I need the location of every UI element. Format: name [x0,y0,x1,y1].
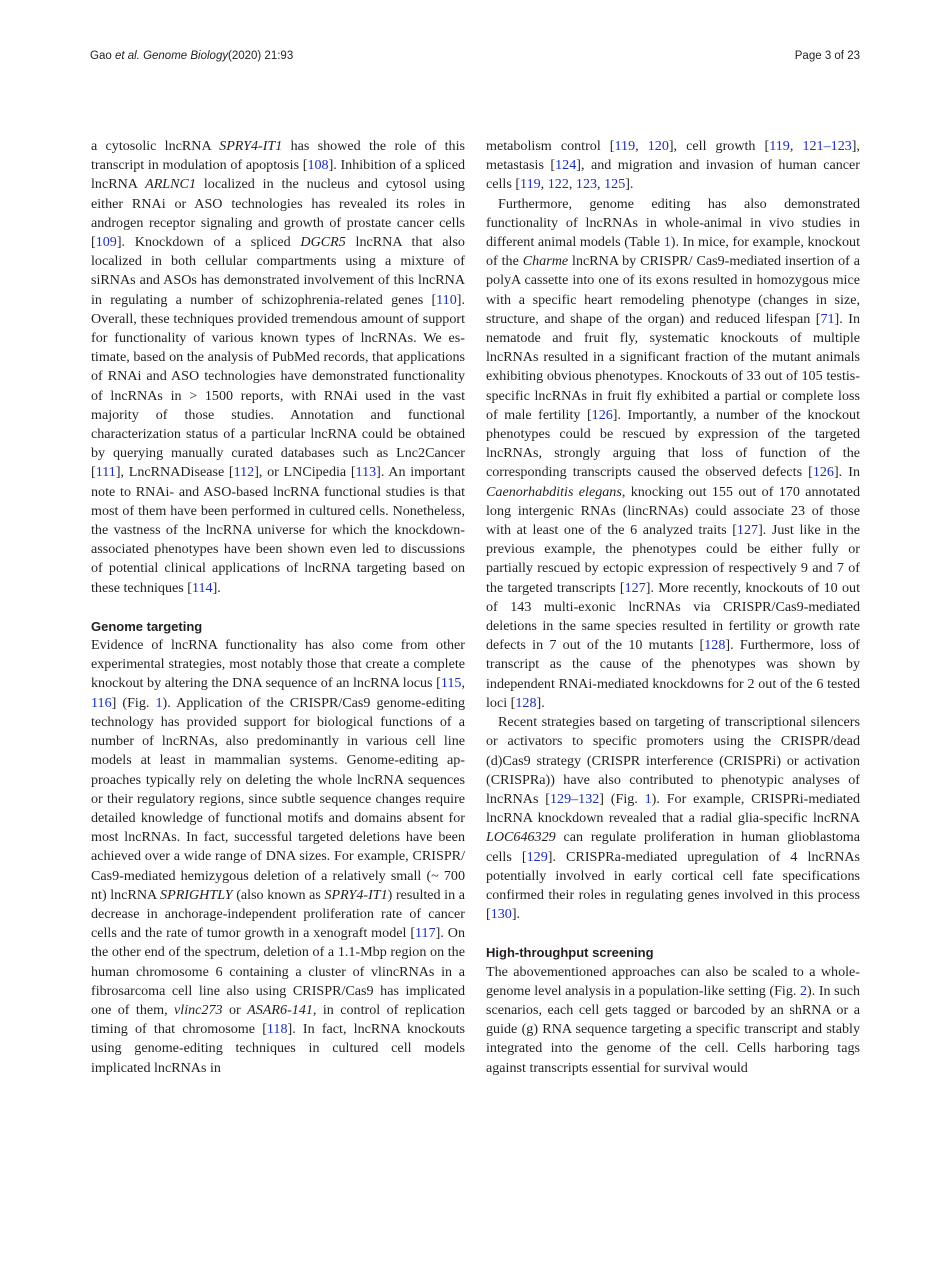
reference-link[interactable]: 128 [704,637,726,654]
left-column [91,137,465,1078]
reference-link[interactable]: 121–123 [802,138,852,154]
reference-link[interactable]: 117 [415,925,436,942]
paragraph: Evidence of lncRNA functionality has also come from other experimental strategies, most notably those that create a complete knockout by altering the DNA sequence of an lncRNA locus [115, 116] (Fig. 1). Application of the CRISPR/Cas9 genome-editing technology has provided support for biological functions of a number of lncRNAs, also predominantly in various cell line models at least in mammalian systems. Genome-editing approaches typically rely on deleting the whole lncRNA sequences or their regulatory regions, since subtle sequence changes require detailed knowledge of functional motifs and domains absent for most lncRNAs. In fact, successful targeted deletions have been achieved over a wide range of DNA sizes. For example, CRISPR/ Cas9-mediated hemizygous deletion of a relatively small (~ 700 nt) lncRNA SPRIGHTLY (also known as SPRY4-IT1) resulted in a decrease in anchorage-independent proliferation rate of cancer cells and the rate of tumor growth in a xenograft model [117]. On the other end of the spectrum, deletion of a 1.1-Mbp region on the human chromosome 6 containing a cluster of vlincRNAs in a fibrosarcoma cell line also using CRISPR/Cas9 has implicated one of them, vlinc273 or ASAR6-141, in control of replication timing of that chromosome [118]. In fact, lncRNA knockouts using genome-editing techniques in cultured cell models implicated lncRNAs in [91,637,465,1076]
page-number: Page 3 of 23 [794,50,860,62]
paragraph: a cytosolic lncRNA SPRY4-IT1 has showed the role of this transcript in modulation of apoptosis [108]. Inhibition of a spliced lncRNA ARLNC1 localized in the nucleus and cytosol using either RNAi or ASO technologies has revealed its roles in androgen receptor signaling and growth of prostate cancer cells [109]. Knockdown of a spliced DGCR5 lncRNA that also localized in both cellular compartments using a mixture of siRNAs and ASOs has demonstrated involvement of this lncRNA in regulating a number of schizophrenia-related genes [110]. Overall, these techniques provided tremendous amount of support for functionality of various known types of lncRNAs. We estimate, based on the analysis of PubMed records, that applications of RNAi and ASO technologies have demonstrated functionality of lncRNAs in > 1500 reports, with RNAi used in the vast majority of those studies. Annotation and functional characterization status of a particular lncRNA could be obtained by querying manually curated databases such as Lnc2Cancer [111], LncRNADisease [112], or LNCipedia [113]. An important note to RNAi- and ASO-based lncRNA functional studies is that most of them have been performed in cultured cells. Nonetheless, the vastness of the lncRNA universe for which the knockdown-associated phenotypes have been shown even led to discussions of potential clinical applications of lncRNA targeting based on these techniques [114]. [91,138,465,596]
italic-term: LOC646329 [486,829,556,846]
reference-link[interactable]: 113 [355,464,377,481]
section-heading-high-throughput-screening: High-throughput screening [486,945,654,961]
reference-link[interactable]: 118 [266,1021,288,1038]
journal-name: Gao et al. Genome Biology [90,50,229,62]
reference-link[interactable]: 130 [490,906,512,923]
reference-link[interactable]: 108 [307,157,329,174]
reference-link[interactable]: 111 [95,464,116,481]
italic-term: Charme [522,253,569,270]
reference-link[interactable]: 1 [644,790,652,807]
reference-link[interactable]: 126 [591,406,613,423]
reference-link[interactable]: 116 [91,694,112,711]
reference-link[interactable]: 115 [440,675,462,692]
italic-term: vlinc273 [174,1001,223,1018]
italic-term: SPRIGHTLY [160,886,233,903]
reference-link[interactable]: 125 [604,176,626,193]
reference-link[interactable]: 114 [191,579,213,596]
reference-link[interactable]: 109 [95,234,117,251]
section-heading-genome-targeting: Genome targeting [91,618,203,634]
reference-link[interactable]: 129 [526,848,548,865]
reference-link[interactable]: 129–132 [549,790,600,807]
reference-link[interactable]: 123 [575,176,598,193]
italic-term: ASAR6-141 [247,1001,313,1018]
reference-link[interactable]: 1 [155,694,163,711]
reference-link[interactable]: 112 [233,464,255,481]
reference-link[interactable]: 120 [647,138,669,154]
italic-term: ARLNC1 [145,176,196,193]
reference-link[interactable]: 128 [515,694,537,711]
reference-link[interactable]: 127 [624,579,646,596]
reference-link[interactable]: 122 [547,176,569,193]
paragraph: Furthermore, genome editing has also demonstrated functionality of lncRNAs in whole-animal in vivo studies in different animal models (Table 1). In mice, for example, knockout of the Charme lncRNA by CRISPR/ Cas9-mediated insertion of a polyA cassette into one of its exons resulted in homozygous mice with a specific heart remodeling phenotype (changes in size, structure, and shape of the organ) and reduced lifespan [71]. In nematode and fruit fly, systematic knockouts of multiple lncRNAs resulted in a significant fraction of the mutant animals exhibiting obvious phenotypes. Knockouts of 33 out of 105 testis-specific lncRNAs in fruit fly exhibited a partial or complete loss of male fertility [126]. Importantly, a number of the knockout phenotypes could be rescued by expression of the targeted lncRNAs, strongly arguing that loss of function of the corresponding transcripts caused the observed defects [126]. In Caenorhabditis elegans, knocking out 155 out of 170 annotated long intergenic RNAs (lincRNAs) could associate 23 of those with at least one of the 6 analyzed traits [127]. Just like in the previous example, the phenotypes could be either fully or partially rescued by ectopic expression of respectively 9 and 7 of the targeted transcripts [127]. More recently, knockouts of 10 out of 143 multi-exonic lncRNAs via CRISPR/Cas9-mediated deletions in the same species resulted in fertility or growth rate defects in 7 out of the 10 mutants [128]. Furthermore, loss of transcript as the cause of the phenotypes was shown by independent RNAi-mediated knockdowns for 2 out of the 6 tested loci [128]. [486,195,861,711]
paragraph: Recent strategies based on targeting of transcriptional silencers or activators to specific promoters using the CRISPR/dead (d)Cas9 strategy (CRISPR interference (CRISPRi) or activation (CRISPRa)) have also contributed to phenotypic analyses of lncRNAs [129–132] (Fig. 1). For example, CRISPRi-mediated lncRNA knockdown revealed that a radial glia-specific lncRNA LOC646329 can regulate proliferation in human glioblastoma cells [129]. CRISPRa-mediated upregulation of 4 lncRNAs potentially involved in early cortical cell fate specifications confirmed their roles in regulating genes involved in this process [130]. [486,714,860,923]
article-citation: (2020) 21:93 [228,50,294,62]
italic-term: DGCR5 [300,234,346,251]
reference-link[interactable]: 126 [812,464,834,481]
paragraph: metabolism control [119, 120], cell growth [119, 121–123], metastasis [124], and migration and invasion of human cancer cells [119, 122, 123, 125]. [486,138,861,193]
paragraph: The abovementioned approaches can also be scaled to a whole-genome level analysis in a population-like setting (Fig. 2). In such scenarios, each cell gets tagged or barcoded by an shRNA or a guide (g) RNA sequence targeting a specific transcript and stably integrated into the genome of the cell. Cells harboring tags against transcripts essential for survival would [486,963,861,1076]
reference-link[interactable]: 124 [555,157,577,174]
reference-link[interactable]: 1 [663,234,671,251]
italic-term: SPRY4-IT1 [324,886,388,903]
reference-link[interactable]: 119 [520,176,541,193]
reference-link[interactable]: 71 [820,310,835,327]
italic-term: Caenorhabditis elegans [486,483,622,500]
reference-link[interactable]: 127 [736,522,759,539]
right-column [486,137,860,1078]
reference-link[interactable]: 110 [436,291,457,308]
running-header [90,50,860,68]
italic-term: SPRY4-IT1 [219,138,283,154]
reference-link[interactable]: 119 [614,138,636,154]
reference-link[interactable]: 119 [769,138,790,154]
reference-link[interactable]: 2 [800,982,808,999]
